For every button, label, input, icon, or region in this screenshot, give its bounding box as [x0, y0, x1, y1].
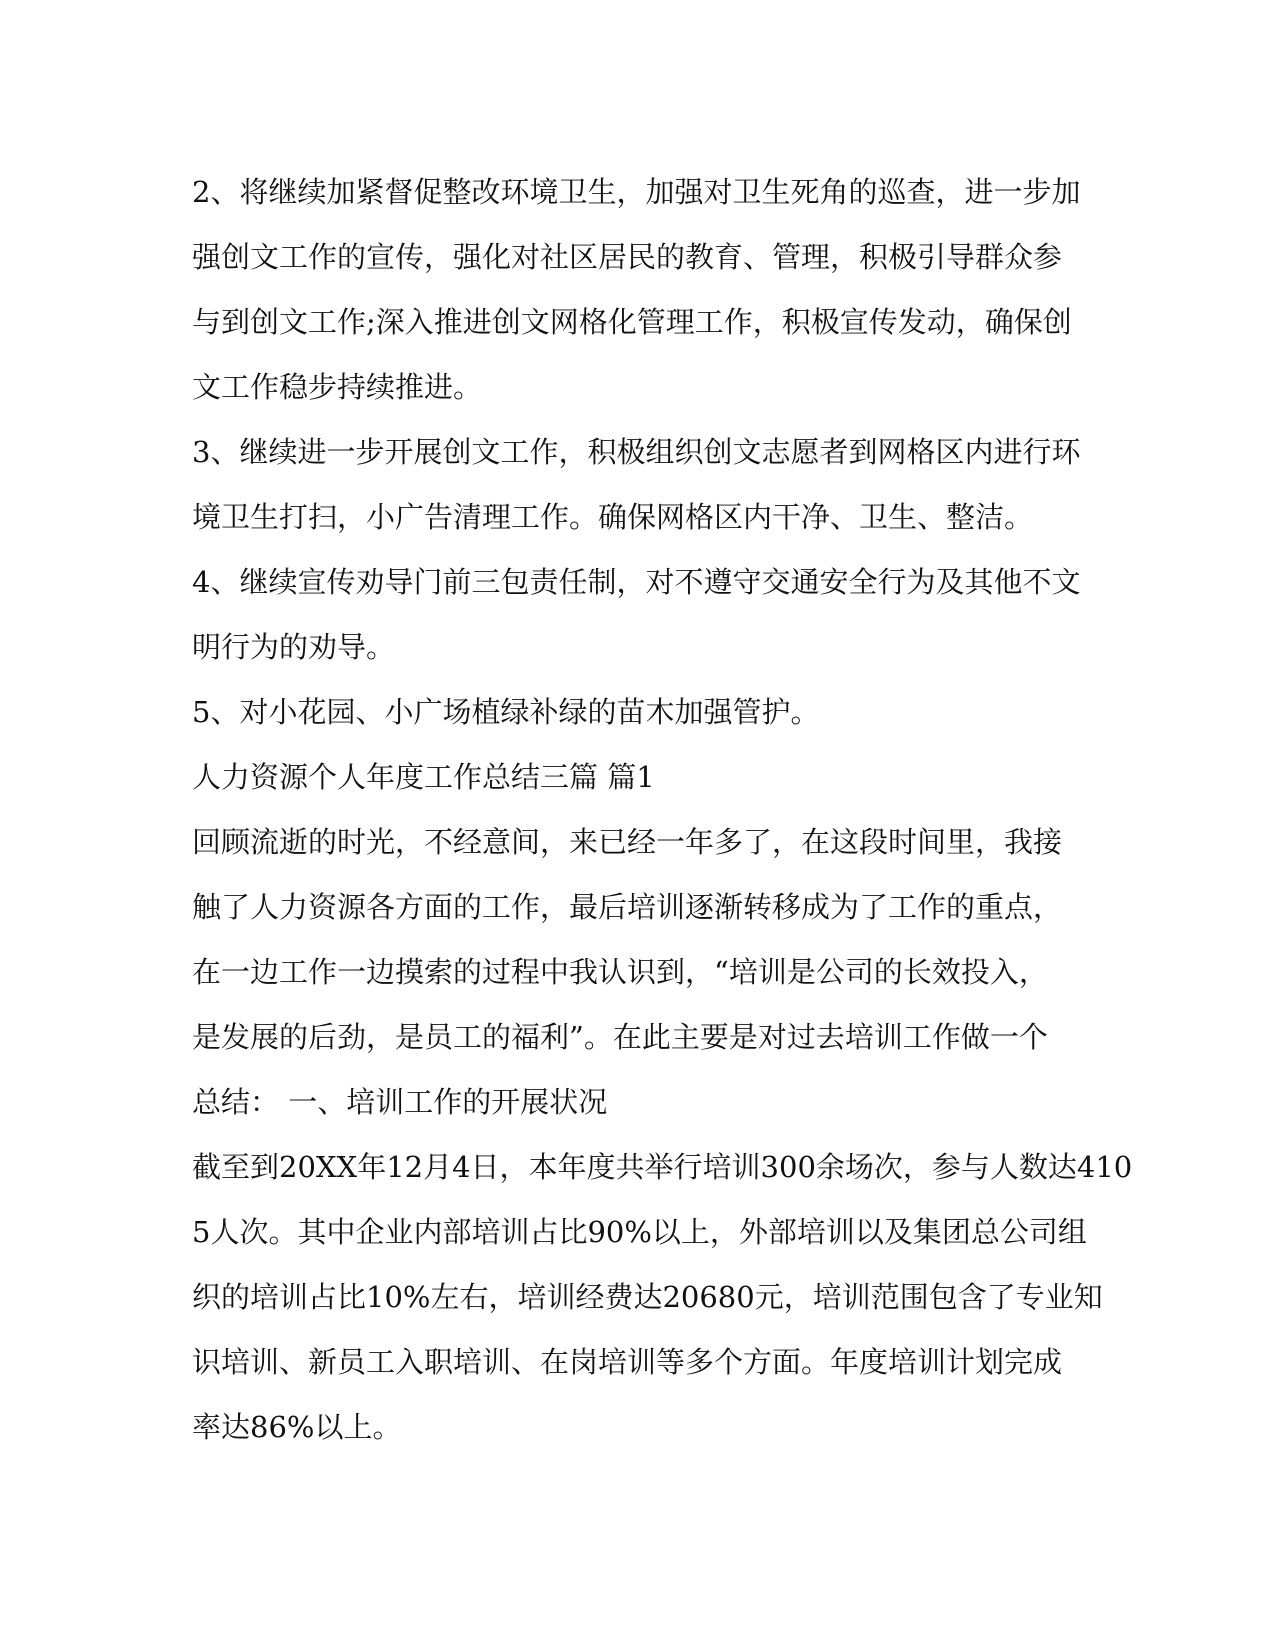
text-line: 识培训、新员工入职培训、在岗培训等多个方面。年度培训计划完成	[192, 1345, 1063, 1379]
text-line: 是发展的后劲，是员工的福利”。在此主要是对过去培训工作做一个	[192, 1020, 1048, 1054]
document-body	[192, 160, 1133, 1460]
text-line: 在一边工作一边摸索的过程中我认识到，“培训是公司的长效投入，	[192, 955, 1048, 989]
text-line: 截至到20XX年12月4日，本年度共举行培训300余场次，参与人数达410	[192, 1150, 1133, 1184]
text-line: 明行为的劝导。	[192, 630, 396, 664]
text-line: 强创文工作的宣传，强化对社区居民的教育、管理，积极引导群众参	[192, 240, 1063, 274]
text-line: 文工作稳步持续推进。	[192, 370, 483, 404]
text-line: 5人次。其中企业内部培训占比90%以上，外部培训以及集团总公司组	[192, 1215, 1087, 1249]
text-line: 与到创文工作;深入推进创文网格化管理工作，积极宣传发动，确保创	[192, 305, 1072, 339]
text-line: 率达86%以上。	[192, 1410, 402, 1444]
text-line: 境卫生打扫，小广告清理工作。确保网格区内干净、卫生、整洁。	[192, 500, 1034, 534]
text-line: 2、将继续加紧督促整改环境卫生，加强对卫生死角的巡查，进一步加	[192, 175, 1081, 209]
text-line: 触了人力资源各方面的工作，最后培训逐渐转移成为了工作的重点，	[192, 890, 1063, 924]
text-line: 5、对小花园、小广场植绿补绿的苗木加强管护。	[192, 695, 820, 729]
text-line: 4、继续宣传劝导门前三包责任制，对不遵守交通安全行为及其他不文	[192, 565, 1081, 599]
text-line: 总结： 一、培训工作的开展状况	[192, 1085, 608, 1119]
text-line: 回顾流逝的时光，不经意间，来已经一年多了，在这段时间里，我接	[192, 825, 1063, 859]
text-line: 3、继续进一步开展创文工作，积极组织创文志愿者到网格区内进行环	[192, 435, 1081, 469]
text-line: 织的培训占比10%左右，培训经费达20680元，培训范围包含了专业知	[192, 1280, 1103, 1314]
section-heading: 人力资源个人年度工作总结三篇 篇1	[192, 760, 655, 794]
